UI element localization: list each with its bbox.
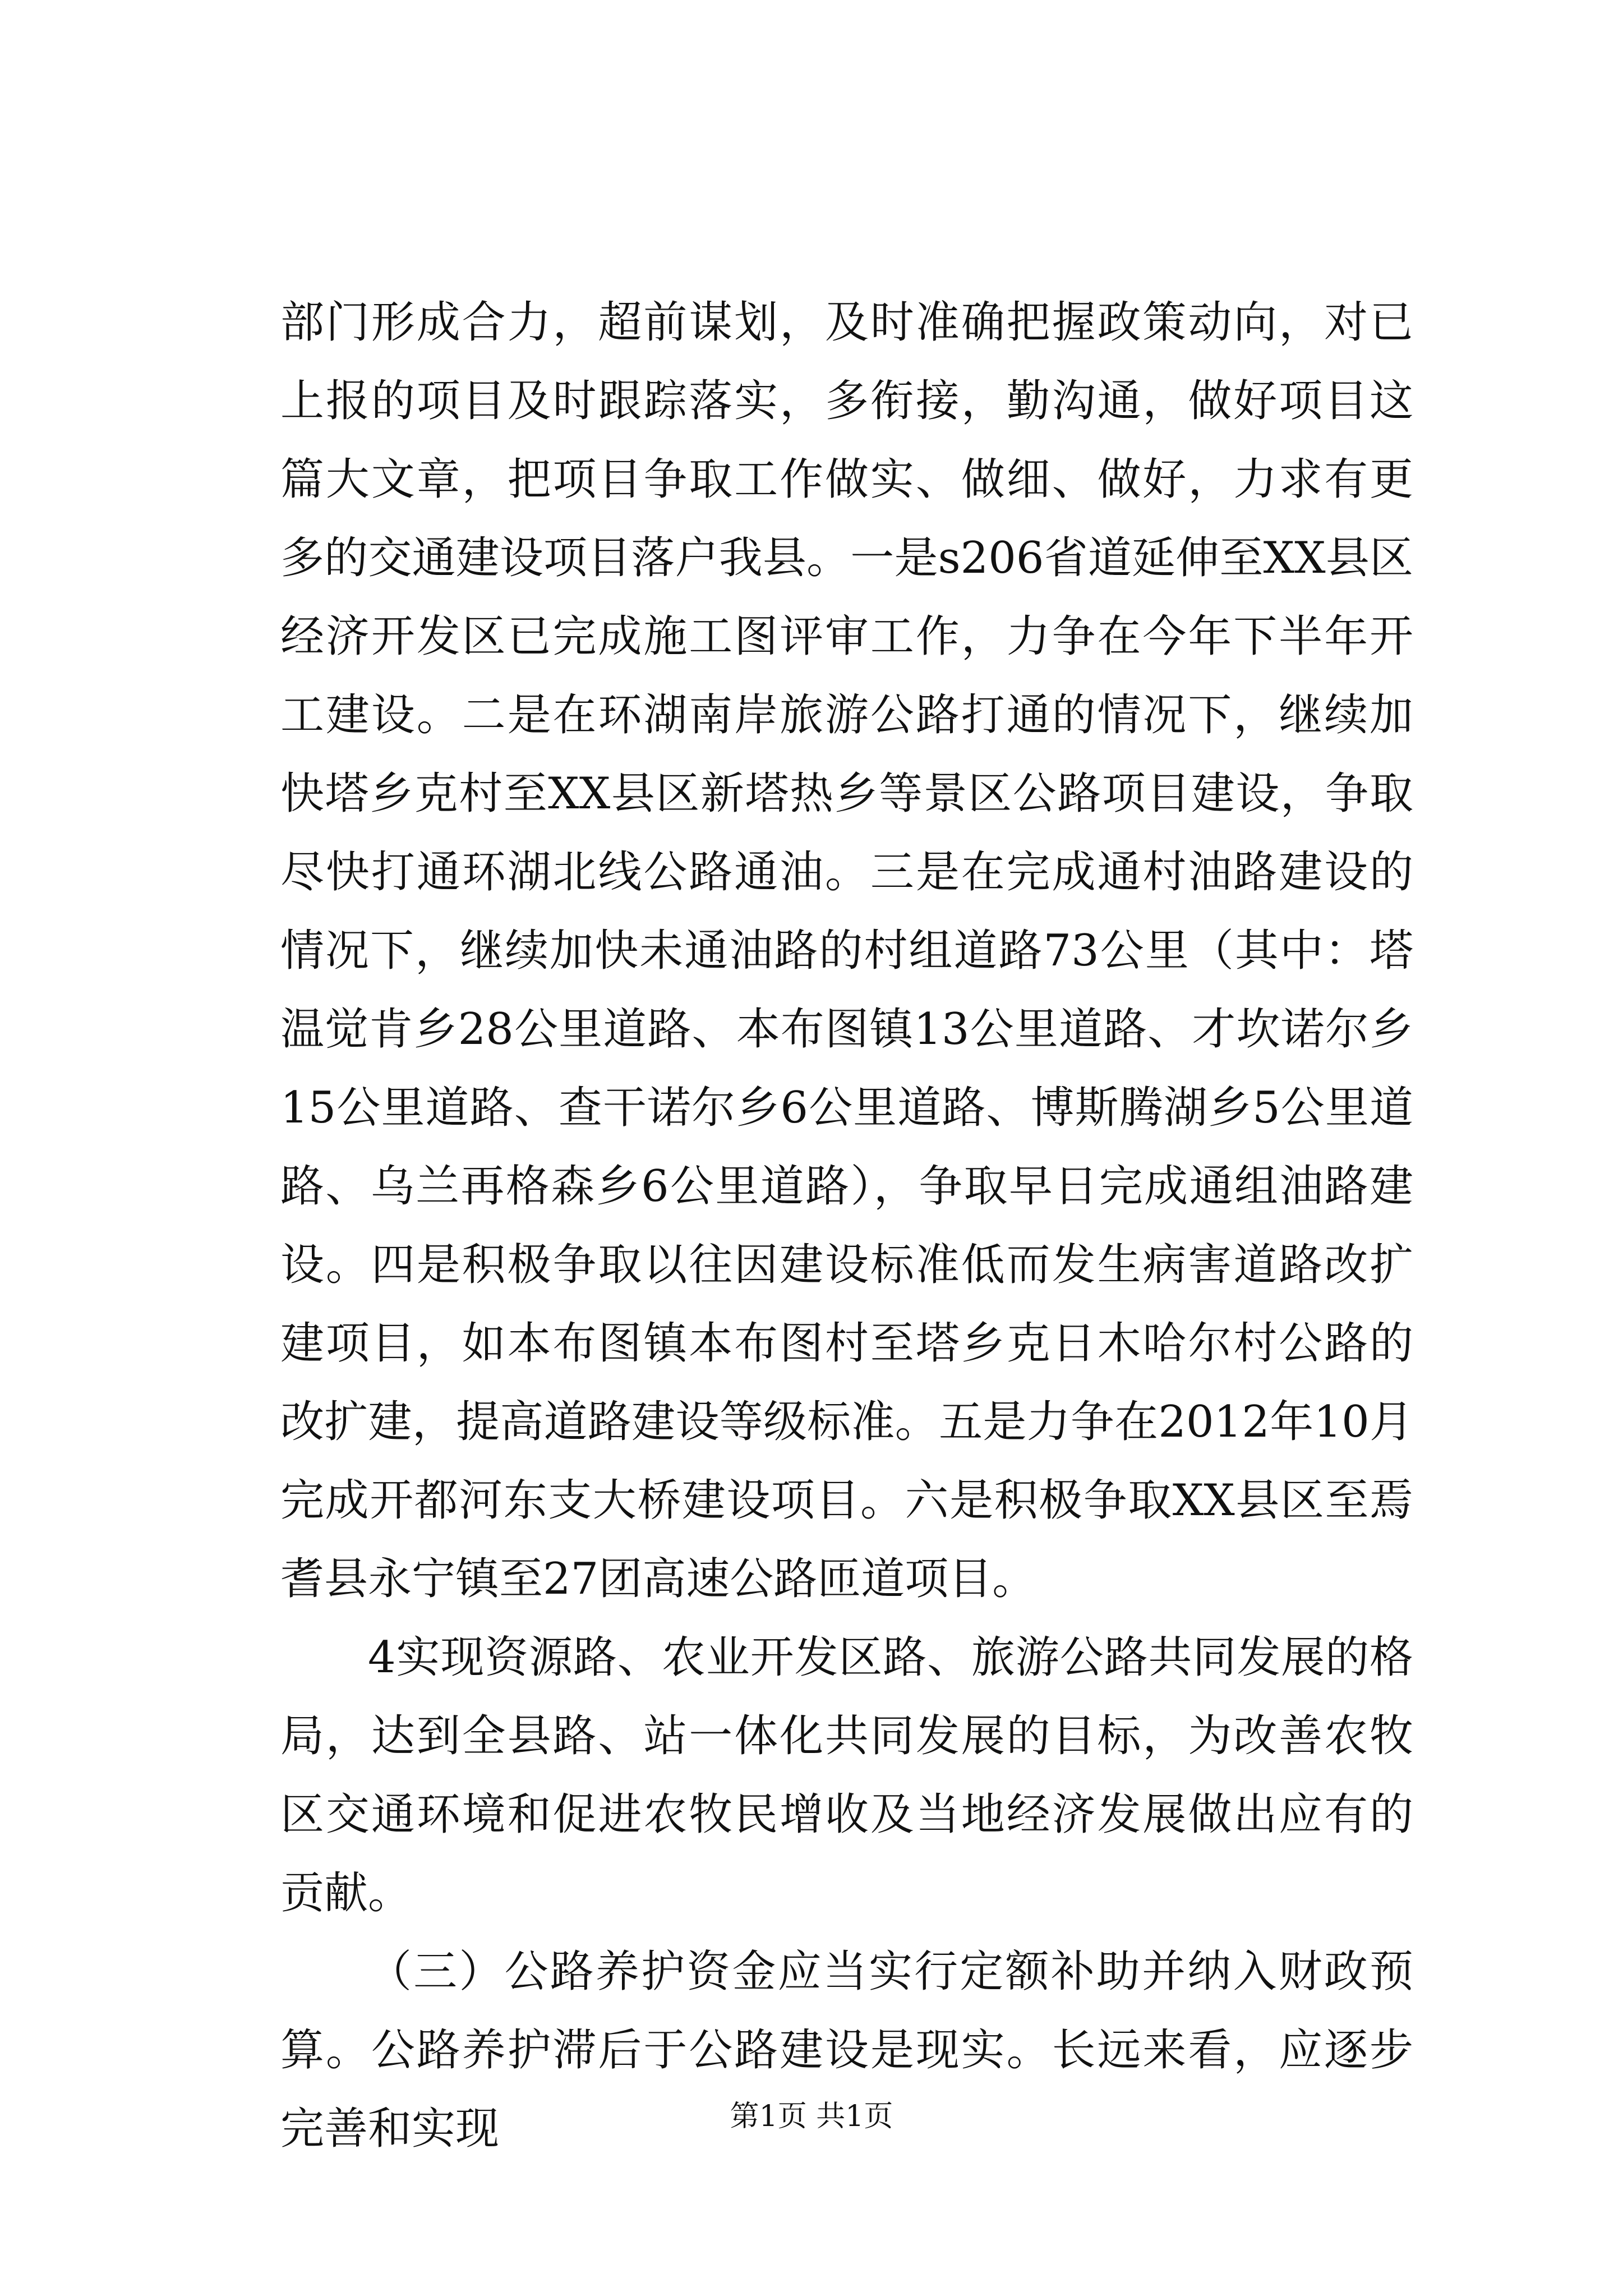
page-footer: 第1页 共1页 xyxy=(730,2100,893,2133)
paragraph-continuation: 部门形成合力，超前谋划，及时准确把握政策动向，对已上报的项目及时跟踪落实，多衔接，勤沟通，做好项目这篇大文章，把项目争取工作做实、做细、做好，力求有更多的交通建设项目落户我县。一是s206省道延伸至XX县区经济开发区已完成施工图评审工作，力争在今年下半年开工建设。二是在环湖南岸旅游公路打通的情况下，继续加快塔乡克村至XX县区新塔热乡等景区公路项目建设，争取尽快打通环湖北线公路通油。三是在完成通村油路建设的情况下，继续加快未通油路的村组道路73公里（其中：塔温觉肯乡28公里道路、本布图镇13公里道路、才坎诺尔乡15公里道路、查干诺尔乡6公里道路、博斯腾湖乡5公里道路、乌兰再格森乡6公里道路），争取早日完成通组油路建设。四是积极争取以往因建设标准低而发生病害道路改扩建项目，如本布图镇本布图村至塔乡克日木哈尔村公路的改扩建，提高道路建设等级标准。五是力争在2012年10月完成开都河东支大桥建设项目。六是积极争取XX县区至焉耆县永宁镇至27团高速公路匝道项目。 xyxy=(280,297,1413,1604)
paragraph-maintenance-funding: （三）公路养护资金应当实行定额补助并纳入财政预算。公路养护滞后于公路建设是现实。长远来看，应逐步完善和实现 xyxy=(280,1947,1413,2154)
paragraph-development-pattern: 4实现资源路、农业开发区路、旅游公路共同发展的格局，达到全县路、站一体化共同发展的目标，为改善农牧区交通环境和促进农牧民增收及当地经济发展做出应有的贡献。 xyxy=(280,1632,1413,1918)
document-body xyxy=(280,283,1413,2168)
